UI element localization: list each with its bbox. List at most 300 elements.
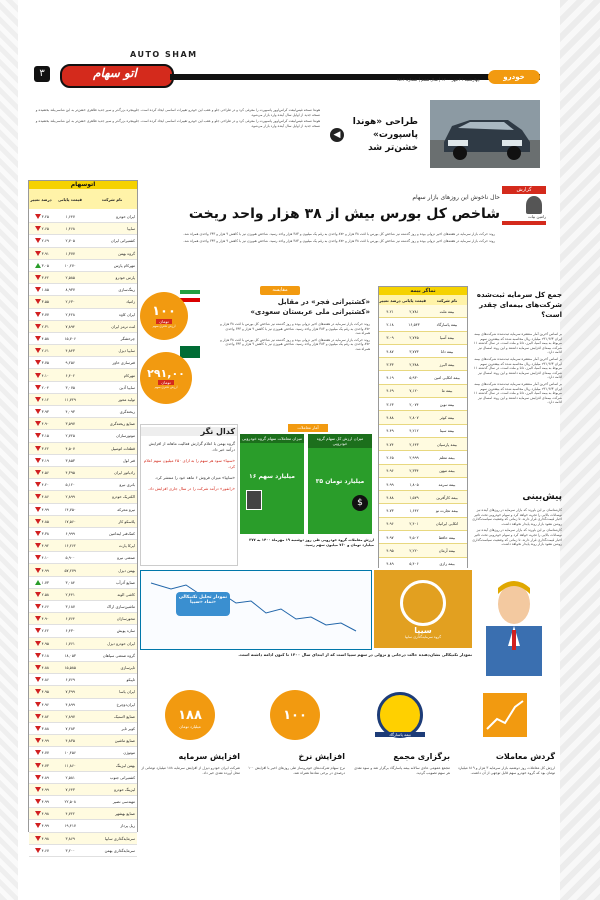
stock-change [29, 543, 55, 548]
stock-change-value: ۳.۲۲ [41, 445, 49, 451]
stock-change-value: ۲.۰۴ [41, 384, 49, 390]
arrow-down-icon [35, 543, 41, 548]
masthead [0, 0, 600, 100]
ins-change: ۳.۳۳ [386, 361, 394, 367]
stock-price: ۴,۷۲۲ [65, 811, 75, 817]
ins-change: ۴.۸۸ [386, 415, 394, 421]
stock-row [29, 625, 137, 637]
stock-name: ایران خودرو [116, 214, 135, 220]
ins-price: ۲,۶۴۳ [409, 441, 419, 447]
stock-name: محورسازان [116, 616, 135, 622]
insurance-row [379, 438, 467, 451]
stock-price: ۱,۷۶۱ [65, 640, 75, 646]
stock-change [29, 604, 55, 609]
stock-price: ۱۰,۲۷۰ [64, 262, 76, 268]
stock-change-value: ۴.۸۶ [41, 677, 49, 683]
comparison-title-1: «کشتیرانی فجر» در مقابل [277, 298, 370, 306]
feature-body: نرخ سهام شرکت‌های خودروساز طی روزهای اخیر با افزایش ۱۰۰ درصدی در برخی نمادها همراه شد. [248, 766, 345, 775]
insurance-row [379, 371, 467, 384]
iran-caption: ارزش دفتری سهم [152, 324, 176, 328]
ins-price: ۲,۴۰۱ [409, 521, 419, 527]
stock-change-value: ۴.۲۰ [41, 482, 49, 488]
calculator-icon [246, 490, 262, 510]
stock-name: تایرسازی [120, 665, 135, 671]
stock-change [29, 775, 55, 780]
col-change: درصد تغییر [30, 196, 52, 202]
stock-row [29, 747, 137, 759]
arrow-down-icon [35, 385, 41, 390]
ins-name: بیمه آسیا [439, 335, 455, 341]
arrow-down-icon [35, 568, 41, 573]
stock-name: کویر تایر [121, 725, 135, 731]
arrow-down-icon [35, 592, 41, 597]
stock-row [29, 455, 137, 467]
car-photo [430, 100, 540, 168]
stock-change-value: ۴.۹۹ [41, 738, 49, 744]
ins-price: ۵,۹۳۰ [409, 375, 419, 381]
stock-price: ۲,۵۸۱ [65, 774, 75, 780]
stock-price: ۳,۰۷۵ [65, 384, 75, 390]
stock-change-value: ۴.۹۹ [41, 786, 49, 792]
stock-row [29, 516, 137, 528]
stock-change [29, 848, 55, 853]
chart-icon [480, 690, 530, 740]
arrow-down-icon [35, 348, 41, 353]
stock-change [29, 519, 55, 524]
ins-name: بیمه سرمد [438, 481, 456, 487]
arrow-down-icon [35, 750, 41, 755]
insurance-rows [379, 305, 467, 584]
insurance-row [379, 518, 467, 531]
stock-row [29, 211, 137, 223]
article-headline: شاخص کل بورس بیش از ۳۸ هزار واحد ریخت [188, 206, 500, 222]
stock-name: مهرکام [123, 372, 135, 378]
feature-card [350, 690, 450, 830]
stock-change-value: ۴.۸۸ [41, 665, 49, 671]
stock-change-value: ۴.۹۹ [41, 799, 49, 805]
stock-change-value: ۳.۰۵ [41, 262, 49, 268]
stock-change-value: ۴.۸۵ [41, 518, 49, 524]
stock-price: ۱۵,۷۰۶ [64, 335, 76, 341]
stock-name: چرخشگر [120, 335, 135, 341]
feature-title: افزایش سرمایه [178, 752, 240, 761]
ins-change: ۴.۷۳ [386, 508, 394, 514]
stock-name: باتری نیرو [119, 482, 135, 488]
stock-change-value: ۳.۵۵ [41, 299, 49, 305]
insurance-row [379, 531, 467, 544]
stock-change-value: ۲.۶۱ [41, 348, 49, 354]
feature-body: شرکت ایران خودرو دیزل از افزایش سرمایه ۱۸۸ میلیارد تومانی از محل آورده نقدی خبر داد. [141, 766, 240, 775]
stock-name: کاشی الوند [117, 591, 135, 597]
stock-price: ۵,۹۰۰ [65, 555, 75, 561]
saudi-unit: تومان [158, 380, 173, 385]
stock-row [29, 699, 137, 711]
stock-price: ۵۷,۲۷۹ [64, 567, 76, 573]
comparison-body: روند حرکت بازار سرمایه در هفته‌های اخیر نزولی بوده و روز گذشته نیز شاخص کل بورس با افت ۳۸ هزار و ۸۷۲ واحدی به رقم یک میلیون و ۳۸۳ هزار واحد رسید. شاخص هم‌وزن نیز با کاهش ۹ هزار و ۶۴۳ واحدی همراه شد. روند حرکت بازار سرمایه در هفته‌های اخیر نزولی بوده و روز گذشته نیز شاخص کل بورس با افت ۳۸ هزار و ۸۷۲ واحدی به رقم یک میلیون و ۳۸۳ هزار واحد رسید. شاخص هم‌وزن نیز با کاهش ۹ هزار و ۶۴۳ واحدی همراه شد. [220, 322, 370, 351]
chart-callout [176, 592, 230, 616]
ins-col-company: نام شرکت [436, 297, 458, 303]
stock-row [29, 577, 137, 589]
stock-row [29, 272, 137, 284]
stock-change [29, 714, 55, 719]
stock-change [29, 507, 55, 512]
forecast-title: پیش‌بینی [522, 492, 562, 502]
stock-change-value: ۳.۴۲ [41, 275, 49, 281]
stock-row [29, 479, 137, 491]
stock-change [29, 738, 55, 743]
stock-name: صنعتی نیرو [117, 555, 135, 561]
stock-change-value: ۳.۱۹ [41, 457, 49, 463]
sidebar-headline: جمع کل سرمایه ثبت‌شده شرکت‌های بیمه‌ای چقدر است؟ [476, 291, 562, 319]
stock-change [29, 726, 55, 731]
comparison-title-2: «کشتیرانی ملی عربستان سعودی» [250, 308, 370, 316]
stock-change-value: ۴.۷۷ [41, 750, 49, 756]
stock-change-value: ۴.۹۲ [41, 543, 49, 549]
stock-row [29, 418, 137, 430]
arrow-down-icon [35, 409, 41, 414]
stock-price: ۸,۹۳۷ [65, 287, 75, 293]
stock-name: سایپا آذین [119, 384, 135, 390]
brand-persian: اتو سهام [93, 66, 137, 80]
stock-row [29, 235, 137, 247]
logo-icon [375, 690, 425, 740]
arrow-down-icon [35, 641, 41, 646]
insurance-row [379, 318, 467, 331]
stock-change-value: ۴.۵۸ [41, 335, 49, 341]
ins-price: ۱,۵۷۹ [409, 494, 419, 500]
arrow-down-icon [35, 702, 41, 707]
stock-name: رینگ‌سازی [118, 287, 135, 293]
stock-name: صنایع آذرآب [115, 579, 135, 585]
stock-row [29, 845, 137, 857]
stock-price: ۷,۳۹۹ [65, 689, 75, 695]
stock-price: ۴,۰۹۳ [65, 409, 75, 415]
trade-right-title: میزان ارزش کل سهام گروه خودرویی [308, 434, 372, 448]
arrow-down-icon [35, 458, 41, 463]
stock-change-value: ۴.۹۸ [41, 811, 49, 817]
stock-name: رادیاتور ایران [114, 470, 135, 476]
stock-row [29, 430, 137, 442]
arrow-down-icon [35, 811, 41, 816]
stock-change-value: ۲.۳۱ [41, 323, 49, 329]
stock-change [29, 336, 55, 341]
article-kicker: حال ناخوش این روزهای بازار سهام [412, 194, 500, 201]
ins-price: ۱,۶۴۲ [409, 508, 419, 514]
stock-change [29, 433, 55, 438]
arrow-down-icon [35, 726, 41, 731]
codal-item: «سایپا» میزان فروش ۶ ماهه خود را منتشر کرد. [154, 475, 235, 480]
stock-name: قطعات اتومبیل [111, 445, 135, 451]
stock-row [29, 833, 137, 845]
money-bag-icon: $ [352, 495, 368, 511]
stock-change [29, 385, 55, 390]
stock-price: ۲,۸۹۷ [65, 713, 75, 719]
stock-name: موتوژن [123, 750, 135, 756]
stock-change [29, 689, 55, 694]
stock-change [29, 324, 55, 329]
stock-price: ۱۱,۷۲۹ [64, 396, 76, 402]
stock-change-value: ۴.۱۲ [41, 396, 49, 402]
stock-row [29, 796, 137, 808]
stock-change-value: ۴.۶۷ [41, 847, 49, 853]
stock-change [29, 251, 55, 256]
stock-price: ۳,۸۵۳ [65, 457, 75, 463]
insurance-row [379, 425, 467, 438]
stock-row [29, 345, 137, 357]
stock-row [29, 662, 137, 674]
stock-price: ۵,۱۲۰ [65, 482, 75, 488]
pasargad-logo-text: بیمه پاسارگاد [375, 732, 425, 737]
codal-item: «رانفور» درآمد شرکت را در سال جاری افزایش داد. [147, 486, 235, 491]
stock-change [29, 287, 55, 292]
arrow-down-icon [35, 433, 41, 438]
stock-change-value: ۴.۹۹ [41, 506, 49, 512]
top-story-title: طراحی «هوندا پاسپورت» خشن‌تر شد [352, 117, 418, 153]
stock-change-value: ۴.۶۶ [41, 604, 49, 610]
codal-box [140, 424, 238, 566]
arrow-down-icon [35, 446, 41, 451]
stock-row [29, 723, 137, 735]
stock-name: زامیاد [126, 299, 135, 305]
stock-name: ایران خودرو دیزل [107, 640, 135, 646]
stock-change [29, 494, 55, 499]
stock-price: ۲,۵۸۵ [65, 275, 75, 281]
stock-price: ۶,۷۶۴ [65, 616, 75, 622]
stock-row [29, 260, 137, 272]
insurance-row [379, 451, 467, 464]
ins-change: ۴.۴۹ [386, 428, 394, 434]
arrow-down-icon [35, 324, 41, 329]
stock-change-value: ۳.۷۵ [41, 360, 49, 366]
arrow-down-icon [35, 836, 41, 841]
stock-name: ایرکا پارت [119, 543, 135, 549]
ins-name: بیمه تجارت نو [436, 508, 458, 514]
stock-change-value: ۳.۸۸ [41, 725, 49, 731]
sipa-logo-icon [400, 580, 446, 626]
ins-price: ۲,۸۰۷ [409, 415, 419, 421]
stock-row [29, 357, 137, 369]
stock-name: ماشین‌سازی اراک [106, 604, 135, 610]
ins-name: بیمه ما [441, 388, 453, 394]
ins-price: ۱۶,۵۴۳ [408, 321, 420, 327]
stock-price: ۲,۷۰۵ [65, 238, 75, 244]
feature-title: گردش معاملات [495, 752, 555, 761]
stock-name: مهرکام پارس [113, 262, 135, 268]
stock-price: ۲,۷۲۵ [65, 433, 75, 439]
stock-change-value: ۲.۶۵ [41, 226, 49, 232]
sidebar-body: بر اساس آخرین آمار منتشره سرمایه ثبت‌شده شرکت‌های بیمه ایران ۲۳۱,۹۶۴ میلیارد ریال محاسبه شده که بیشترین سهم مربوط به بیمه آسیا، البرز، دانا و ملت است. در سال گذشته ۱۱ شرکت بیمه‌ای افزایش سرمایه داشتند و این روند امسال نیز ادامه دارد. بر اساس آخرین آمار منتشره سرمایه ثبت‌شده شرکت‌های بیمه ایران ۲۳۱,۹۶۴ میلیارد ریال محاسبه شده که بیشترین سهم مربوط به بیمه آسیا، البرز، دانا و ملت است. در سال گذشته ۱۱ شرکت بیمه‌ای افزایش سرمایه داشتند و این روند امسال نیز ادامه دارد. بر اساس آخرین آمار منتشره سرمایه ثبت‌شده شرکت‌های بیمه ایران ۲۳۱,۹۶۴ میلیارد ریال محاسبه شده که بیشترین سهم مربوط به بیمه آسیا، البرز، دانا و ملت است. در سال گذشته ۱۱ شرکت بیمه‌ای افزایش سرمایه داشتند و این روند امسال نیز ادامه دارد. [473, 332, 562, 405]
stock-name: صنایع بهشهر [115, 811, 135, 817]
arrow-down-icon [35, 312, 41, 317]
arrow-down-icon [35, 665, 41, 670]
ins-price: ۲,۹۹۹ [409, 454, 419, 460]
arrow-down-icon [35, 823, 41, 828]
author-box [502, 186, 546, 242]
insurance-row [379, 544, 467, 557]
stock-change-value: ۳.۱۵ [41, 433, 49, 439]
saudi-value: ۲۹۱,۰۰ [147, 367, 185, 380]
arrow-down-icon [35, 494, 41, 499]
stock-name: صنایع لاستیک [114, 713, 135, 719]
stock-change [29, 397, 55, 402]
tire-texture-left [0, 0, 18, 900]
iran-value: ۱۰۰ [152, 304, 176, 319]
insurance-table-header [379, 295, 467, 305]
stock-change [29, 555, 55, 560]
stock-price: ۱۴,۷۵۰ [64, 506, 76, 512]
stock-change [29, 299, 55, 304]
ins-price: ۵,۴۰۶ [409, 561, 419, 567]
bottom-features [140, 690, 560, 830]
arrow-down-icon [35, 360, 41, 365]
arrow-down-icon [35, 519, 41, 524]
stock-name: تاپیکو [126, 677, 135, 683]
ins-name: بیمه دانا [440, 348, 454, 354]
stock-change [29, 226, 55, 231]
stock-row [29, 443, 137, 455]
stock-row [29, 589, 137, 601]
saudi-value-circle [140, 352, 192, 404]
stock-price: ۱,۳۷۷ [65, 250, 75, 256]
stock-table-panel [28, 180, 138, 853]
stock-price: ۷,۸۹۴ [65, 323, 75, 329]
insurance-row [379, 491, 467, 504]
iran-value-circle [140, 292, 188, 340]
trade-right-value: ۳۵ میلیارد تومان [315, 478, 365, 485]
arrow-down-icon [35, 421, 41, 426]
arrow-down-icon [35, 689, 41, 694]
stock-row [29, 382, 137, 394]
arrow-up-icon [35, 580, 41, 585]
arrow-down-icon [35, 507, 41, 512]
stock-price: ۲,۴۲۸ [65, 311, 75, 317]
stock-table-title-bar [29, 181, 137, 189]
ins-name: بیمه معلم [439, 454, 455, 460]
stock-change-value: ۴.۷۳ [41, 762, 49, 768]
ins-change: ۴.۹۵ [386, 547, 394, 553]
stock-name: بهمن دیزل [118, 567, 135, 573]
stock-price: ۷,۲۸۳ [65, 725, 75, 731]
ins-change: ۴.۲۱ [386, 308, 394, 314]
stock-row [29, 552, 137, 564]
stock-change [29, 421, 55, 426]
ins-name: اتکایی ایرانیان [435, 521, 459, 527]
dateline: چهارشنبه ۲۱ مهر ۱۴۰۰ | سال هفتم | شماره ۱۵۱۴ [396, 77, 480, 82]
stock-change-value: ۴.۱۰ [41, 555, 49, 561]
stock-price: ۹,۲۵۶ [65, 360, 75, 366]
stock-change [29, 811, 55, 816]
article-lead: روند حرکت بازار سرمایه در هفته‌های اخیر نزولی بوده و روز گذشته نیز شاخص کل بورس با افت ۳۸ هزار و ۸۷۲ واحدی به رقم یک میلیون و ۳۸۳ هزار واحد رسید. شاخص هم‌وزن نیز با کاهش ۹ هزار و ۶۴۳ واحدی همراه شد. روند حرکت بازار سرمایه در هفته‌های اخیر نزولی بوده و روز گذشته نیز شاخص کل بورس با افت ۳۸ هزار و ۸۷۲ واحدی به رقم یک میلیون و ۳۸۳ هزار واحد رسید. شاخص هم‌وزن نیز با کاهش ۹ هزار و ۶۴۳ واحدی همراه شد. [183, 232, 495, 243]
ins-price: ۲,۷۴۵ [409, 335, 419, 341]
ins-change: ۴.۸۸ [386, 494, 394, 500]
trade-box [240, 424, 374, 564]
stock-row [29, 711, 137, 723]
ins-price: ۱,۸۰۵ [409, 481, 419, 487]
feature-card [245, 690, 345, 830]
stock-row [29, 467, 137, 479]
stock-change-value: ۴.۹۶ [41, 701, 49, 707]
stock-price: ۱,۴۶۸ [65, 226, 75, 232]
stock-table-title: اتوسهام [70, 181, 96, 188]
insurance-table-title-bar [379, 287, 467, 295]
stock-change [29, 580, 55, 585]
insurance-row [379, 465, 467, 478]
stock-change [29, 214, 55, 219]
arrow-down-icon [35, 628, 41, 633]
stock-change-value: ۴.۸۶ [41, 494, 49, 500]
arrow-down-icon [35, 336, 41, 341]
stock-name: فنرسازی خاور [112, 360, 135, 366]
iran-unit: تومان [156, 319, 171, 324]
stock-row [29, 491, 137, 503]
trade-left-title: میزان معاملات سهام گروه خودرویی [240, 434, 304, 443]
chart-title: نمودار تحلیل تکنیکالی نماد «سیپا» [178, 595, 228, 605]
stock-change-value: ۴.۹۵ [41, 689, 49, 695]
arrow-down-icon [35, 214, 41, 219]
chart-caption: نمودار تکنیکالی نشان‌دهنده حالت درجاتی و نزولی در سهم سیپا است که از ابتدای سال ۱۴۰۰ تا کنون ادامه داشته است. [238, 652, 472, 657]
stock-price: ۴,۸۳۵ [65, 738, 75, 744]
stock-price: ۳,۰۸۴ [65, 579, 75, 585]
stock-price: ۴,۳۹۵ [65, 470, 75, 476]
arrow-down-icon [35, 616, 41, 621]
stock-change-value: ۳.۱۸ [41, 652, 49, 658]
stock-row [29, 784, 137, 796]
feature-title: برگزاری مجمع [393, 752, 450, 761]
ins-change: ۴.۷۴ [386, 441, 394, 447]
arrow-down-icon [35, 470, 41, 475]
codal-item: «سیپا» سود هر سهم را به ازای ۲۵۰ میلیون سهم اعلام کرد. [143, 458, 235, 469]
stock-change-value: ۳.۲۵ [41, 214, 49, 220]
arrow-down-icon [35, 653, 41, 658]
stock-row [29, 504, 137, 516]
stock-change [29, 568, 55, 573]
insurance-row [379, 411, 467, 424]
brand-english: AUTO SHAM [130, 50, 198, 59]
stock-name: پارس خودرو [115, 275, 135, 281]
feature-body: مجمع عمومی عادی سالانه بیمه پاسارگاد برگزار شد و سود نقدی هر سهم تصویب گردید. [354, 766, 450, 775]
stock-change [29, 312, 55, 317]
feature-value: ۱۰۰ [283, 707, 307, 723]
ins-price: ۳,۷۷۳ [409, 348, 419, 354]
stock-change-value: ۲.۵۸ [41, 591, 49, 597]
stock-name: کشتیرانی ایران [110, 238, 135, 244]
chart-logo-box [374, 570, 472, 648]
stock-price: ۳,۱۸۷ [65, 604, 75, 610]
iran-flag-icon [180, 290, 200, 302]
stock-change [29, 360, 55, 365]
arrow-down-icon [35, 482, 41, 487]
ins-name: بیمه حافظ [438, 534, 456, 540]
stock-name: ریخته‌گری [119, 409, 135, 415]
stock-price: ۱۶,۲۶۲ [64, 543, 76, 549]
ins-price: ۲,۳۸۸ [409, 361, 419, 367]
trade-card-right [308, 434, 372, 534]
stock-price: ۱۵,۵۸۵ [64, 665, 76, 671]
stock-name: صنایع ریخته‌گری [109, 421, 135, 427]
insurance-row [379, 358, 467, 371]
stock-change [29, 470, 55, 475]
ins-change: ۳.۰۹ [386, 335, 394, 341]
stock-row [29, 321, 137, 333]
top-story-body: هوندا نسخه فیس‌لیفت کراس‌اوور پاسپورت را معرفی کرد و در طراحی جلو و عقب این خودرو تغییرات اساسی ایجاد کرده است. جلوپنجره بزرگ‌تر و سپر جدید ظاهری خشن‌تر به این شاسی‌بلند بخشیده و نسخه جدید از اوایل سال آینده وارد بازار می‌شود. هوندا نسخه فیس‌لیفت کراس‌اوور پاسپورت را معرفی کرد و در طراحی جلو و عقب این خودرو تغییرات اساسی ایجاد کرده است. جلوپنجره بزرگ‌تر و سپر جدید ظاهری خشن‌تر به این شاسی‌بلند بخشیده و نسخه جدید از اوایل سال آینده وارد بازار می‌شود. [35, 108, 320, 128]
stock-change-value: ۳.۳۸ [41, 530, 49, 536]
arrow-down-icon [35, 714, 41, 719]
stock-change [29, 665, 55, 670]
stock-change-value: ۴.۹۰ [41, 421, 49, 427]
feature-value-unit: میلیارد تومان [179, 724, 201, 729]
stock-change [29, 238, 55, 243]
arrow-down-icon [35, 251, 41, 256]
